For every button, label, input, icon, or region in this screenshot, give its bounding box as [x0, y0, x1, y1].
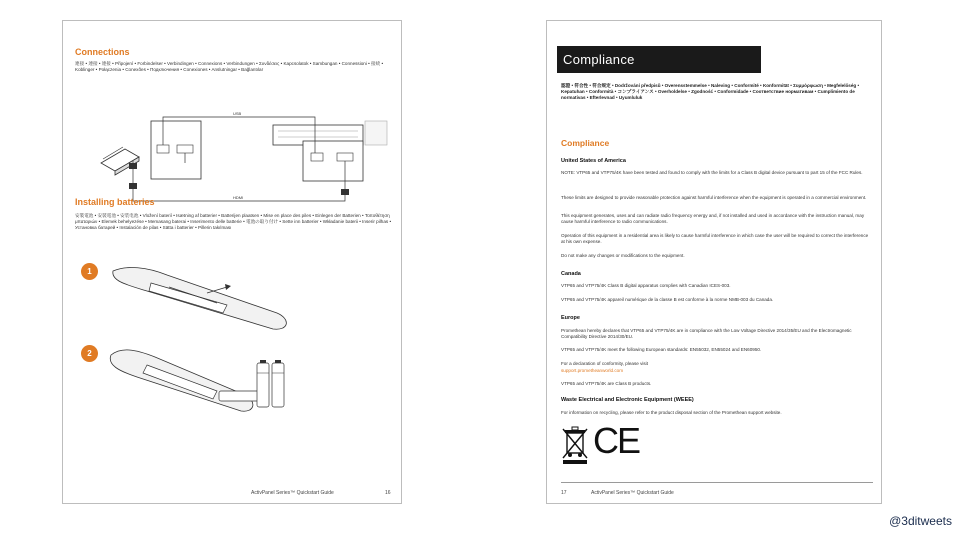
- usa-note: NOTE: VTP65 and VTP75/4K have been tested and found to comply with the limits for a Class B digital device pursuant to part 15 of the FCC Rules.: [561, 170, 863, 175]
- right-footer-title: ActivPanel Series™ Quickstart Guide: [591, 490, 674, 496]
- europe-paragraph-2: VTP65 and VTP75/4K meet the following European standards: EN55032, EN55024 and EN60950.: [561, 347, 762, 352]
- usb-label: USB: [233, 111, 242, 116]
- usa-paragraph-3: This equipment generates, uses and can radiate radio frequency energy and, if not installed and used in accordance with the instruction manual, may cause harmful interference to radio communications.: [561, 213, 865, 224]
- usa-paragraph-4: Operation of this equipment in a residential area is likely to cause harmful interference in which case the user will be required to correct the interference at his own expense.: [561, 233, 869, 244]
- canada-paragraph-1: VTP65 and VTP75/4K Class B digital apparatus complies with Canadian ICES-003.: [561, 283, 731, 288]
- support-link[interactable]: support.prometheanworld.com: [561, 368, 624, 373]
- compliance-heading: Compliance: [561, 138, 610, 148]
- left-page-number: 16: [385, 490, 391, 496]
- weee-paragraph: For information on recycling, please refer to the product disposal section of the Promethean support website.: [561, 410, 782, 415]
- battery-pair-icon: [257, 360, 284, 407]
- twitter-handle: @3ditweets: [889, 514, 952, 528]
- connections-diagram: [93, 111, 393, 211]
- weee-heading: Waste Electrical and Electronic Equipment (WEEE): [561, 397, 694, 403]
- right-page-number: 17: [561, 490, 567, 496]
- step-1-badge: 1: [81, 263, 98, 280]
- ce-mark: CE: [593, 420, 640, 461]
- left-page: [62, 20, 402, 504]
- connections-heading: Connections: [75, 47, 130, 57]
- europe-paragraph-4: VTP65 and VTP75/4K are Class B products.: [561, 381, 652, 386]
- batteries-languages: 安裝電池 • 安裝電池 • 安装电池 • Vložení baterií • Isætning af batterier • Batterijen plaatsen • Mise en place des piles • Einlegen der Batterien • Τοποθέτηση μπαταριών • Elemek behelyezése • Memasang baterai • Inserimento delle batterie • 電池の取り付け • Sette inn batterier • Wkładanie baterii • Inserir pilhas • Установка батарей • Instalación de pilas • Sätta i batterier • Pillerin takılması: [75, 213, 392, 230]
- weee-bin-icon: [561, 425, 589, 465]
- canada-heading: Canada: [561, 271, 581, 277]
- batteries-heading: Installing batteries: [75, 197, 155, 207]
- step-2-badge: 2: [81, 345, 98, 362]
- connections-languages: 連接 • 連接 • 連接 • Připojení • Forbindelser • Verbindingen • Connexions • Verbindungen • Συνδέσεις • Kapcsolatok • Sambungan • Connessioni • 接続 • Koblinger • Połączenia • Conexões • Подключения • Conexiones • Anslutningar • Bağlantılar: [75, 61, 384, 72]
- europe-paragraph-3: For a declaration of conformity, please visit: [561, 361, 648, 366]
- hdmi-label: HDMI: [233, 195, 244, 200]
- loose-battery: [219, 391, 259, 401]
- compliance-languages: 認證 • 符合性 • 符合规定 • Dodržování předpisů • Overensstemmelse • Naleving • Conformité • Konformität • Συμμόρφωση • Megfelelőség • Kepatuhan • Conformità • コンプライアンス • Overholdelse • Zgodność • Conformidade • Соответствие нормативам • Cumplimiento de normativas • Efterlevnad • Uyumluluk: [561, 83, 860, 100]
- compliance-banner: Compliance: [557, 46, 761, 73]
- panel-illustration: [151, 121, 387, 181]
- left-footer-title: ActivPanel Series™ Quickstart Guide: [251, 490, 334, 496]
- usa-paragraph-2: These limits are designed to provide reasonable protection against harmful interference when the equipment is operated in a commercial environment.: [561, 195, 867, 200]
- usa-heading: United States of America: [561, 158, 626, 164]
- europe-heading: Europe: [561, 315, 580, 321]
- canada-paragraph-2: VTP65 and VTP75/4K appareil numérique de la classe B est conforme à la norme NMB-003 du Canada.: [561, 297, 774, 302]
- europe-paragraph-1: Promethean hereby declares that VTP65 and VTP75/4K are in compliance with the Low Voltage Directive 2014/35/EU and the Electromagnetic Compatibility Directive 2014/30/EU.: [561, 328, 852, 339]
- usa-paragraph-5: Do not make any changes or modifications to the equipment.: [561, 253, 685, 258]
- remote-open-illustration: [107, 257, 307, 337]
- remote-batteries-illustration: [107, 339, 347, 429]
- right-page: [546, 20, 882, 504]
